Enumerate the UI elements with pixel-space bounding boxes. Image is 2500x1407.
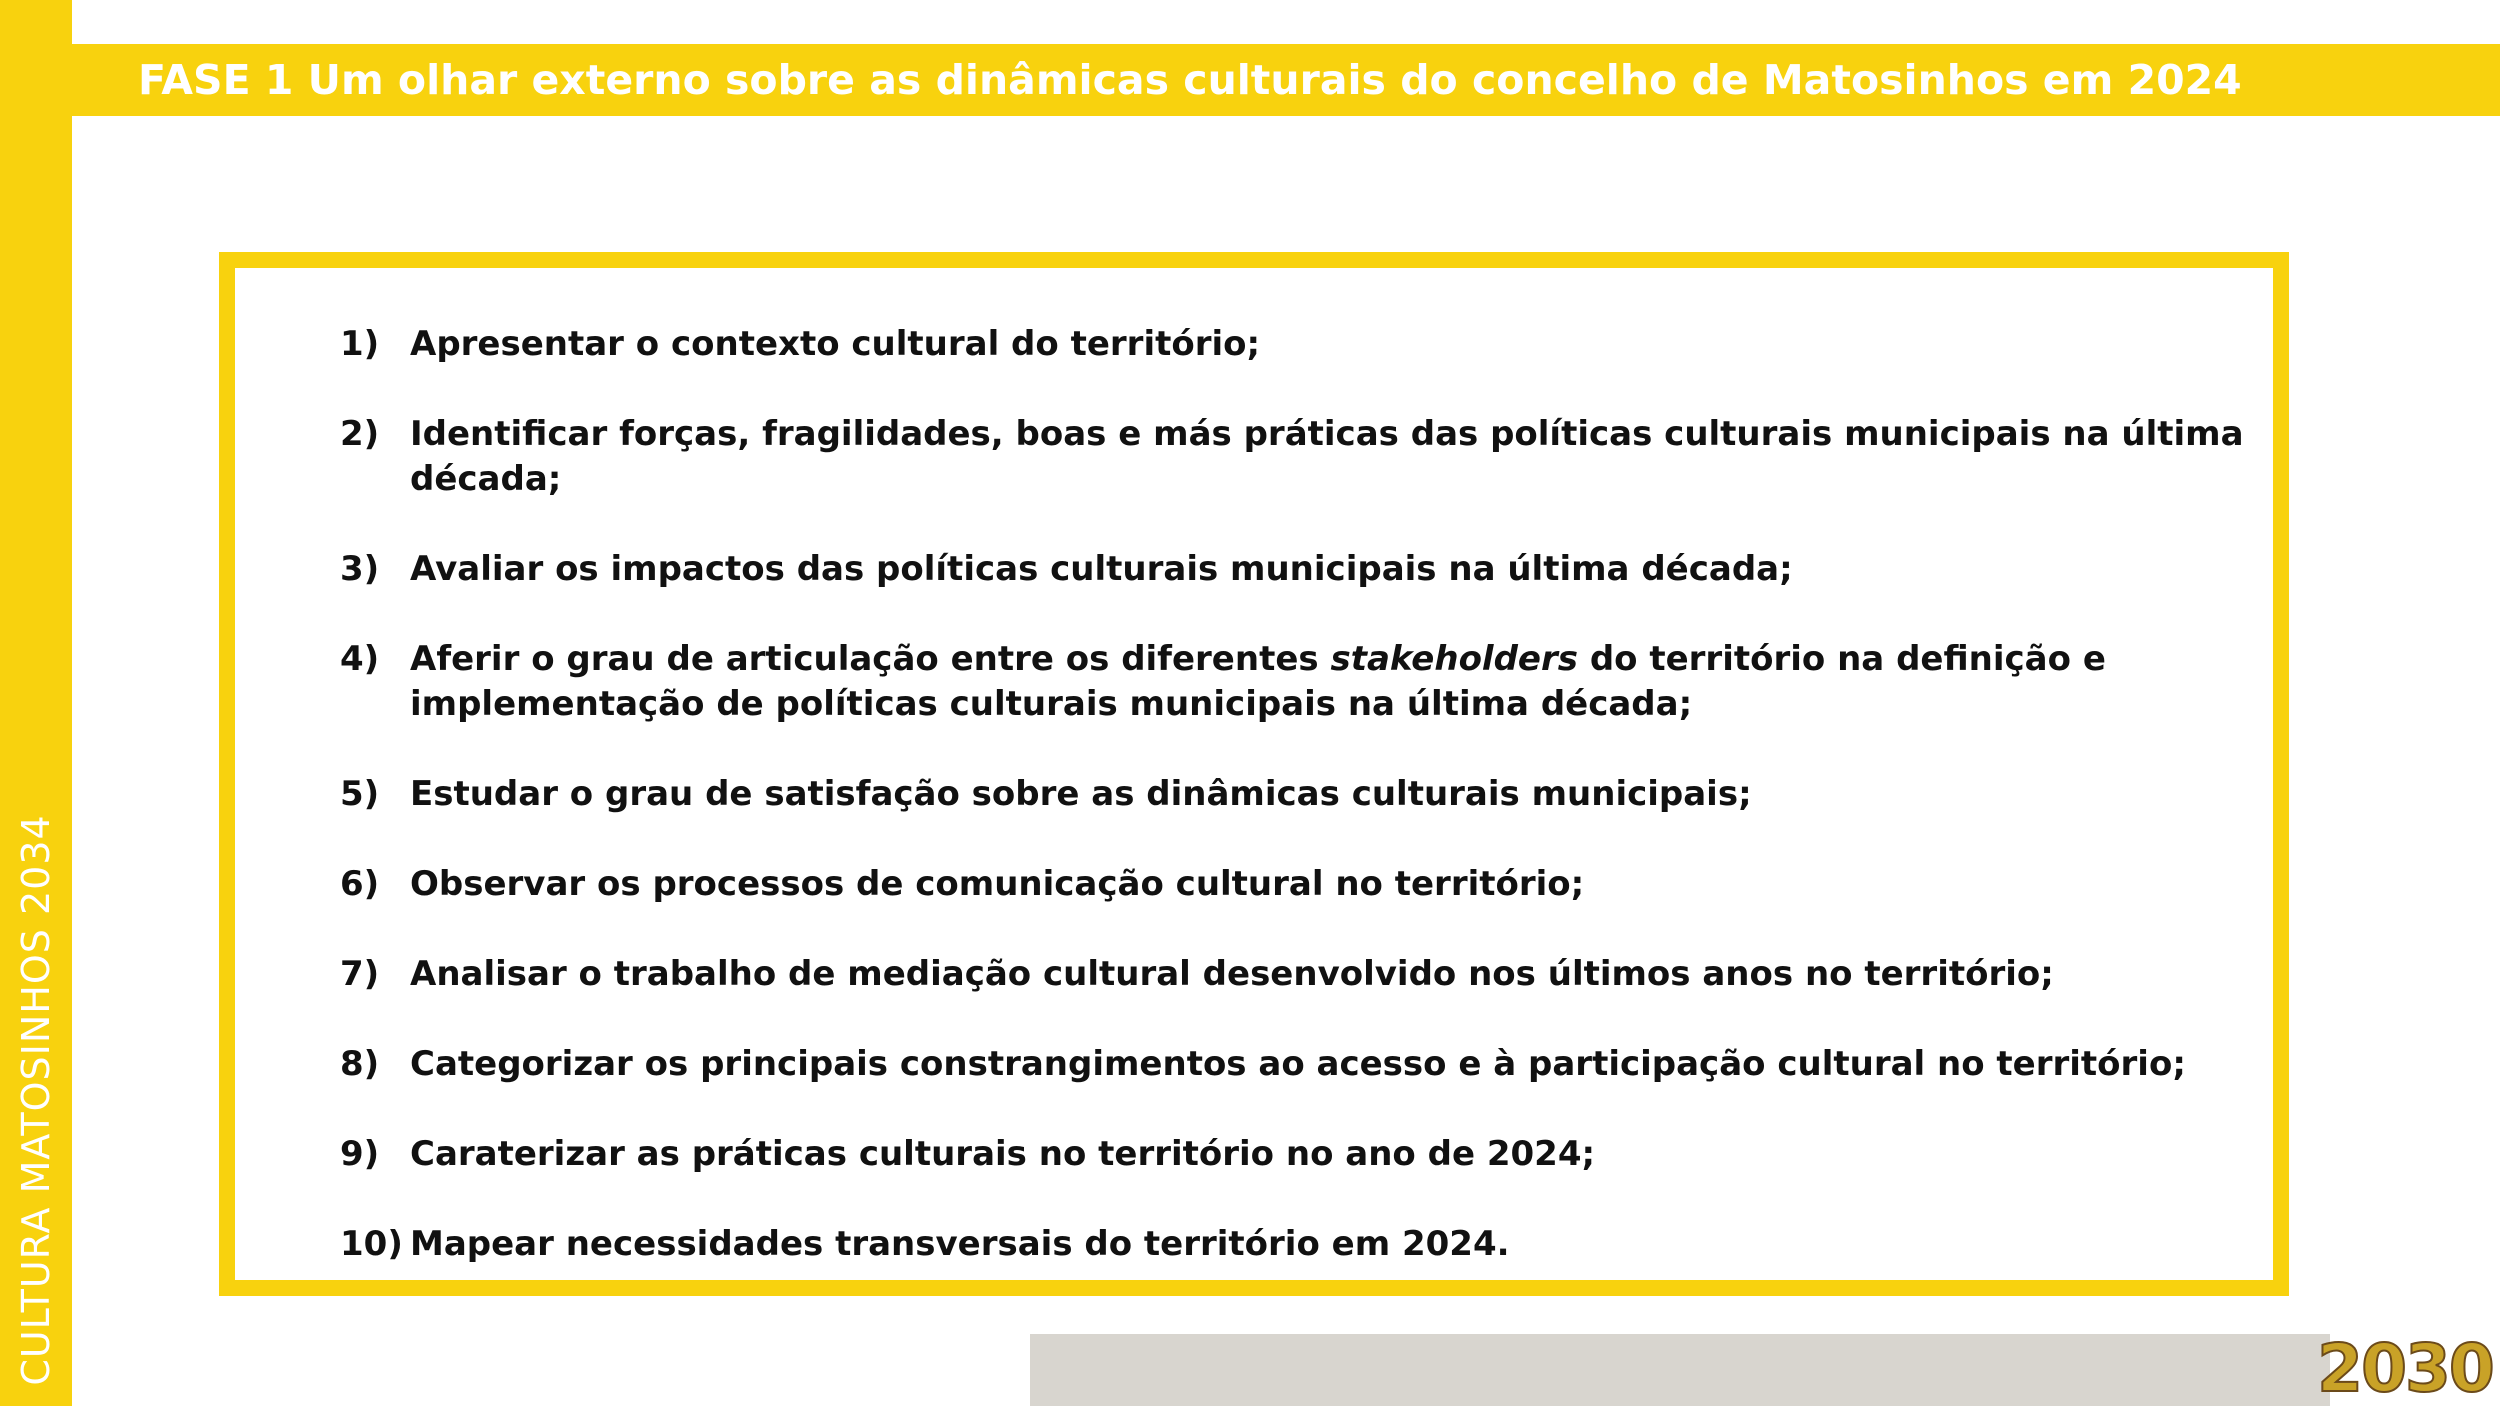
page-title: FASE 1 Um olhar externo sobre as dinâmicas culturais do concelho de Matosinhos em 2024 [138, 56, 2242, 104]
objective-item [340, 862, 2270, 907]
objective-item [340, 772, 2270, 817]
objective-number: 6) [340, 864, 380, 904]
objective-text: Caraterizar as práticas culturais no território no ano de 2024; [410, 1134, 1596, 1174]
side-label: CULTURA MATOSINHOS 2034 [14, 814, 58, 1386]
title-bar [72, 44, 2500, 116]
objective-text: Estudar o grau de satisfação sobre as dinâmicas culturais municipais; [410, 774, 1752, 814]
objective-number: 7) [340, 954, 380, 994]
objective-text-italic: stakeholders [1330, 639, 1578, 679]
objective-number: 9) [340, 1134, 380, 1174]
objective-text: Analisar o trabalho de mediação cultural desenvolvido nos últimos anos no território; [410, 954, 2054, 994]
objectives-list [340, 322, 2270, 1312]
objective-number: 4) [340, 639, 380, 679]
objective-number: 8) [340, 1044, 380, 1084]
logo-2030: 2030 [2317, 1329, 2493, 1407]
side-bar [0, 0, 72, 1406]
objective-text: Mapear necessidades transversais do território em 2024. [410, 1224, 1510, 1264]
objective-text: Observar os processos de comunicação cultural no território; [410, 864, 1585, 904]
footer-bar [1030, 1334, 2330, 1406]
objective-text: Categorizar os principais constrangimentos ao acesso e à participação cultural no território; [410, 1044, 2186, 1084]
objective-item [340, 322, 2270, 367]
objective-item [340, 952, 2270, 997]
objective-text: Avaliar os impactos das políticas culturais municipais na última década; [410, 549, 1793, 589]
objective-number: 5) [340, 774, 380, 814]
objective-number: 1) [340, 324, 380, 364]
objective-number: 2) [340, 414, 380, 454]
objective-item [340, 412, 2270, 502]
objective-number: 10) [340, 1224, 403, 1264]
objective-item [340, 1042, 2270, 1087]
objective-text: Apresentar o contexto cultural do território; [410, 324, 1261, 364]
objective-item [340, 637, 2270, 727]
objective-item [340, 547, 2270, 592]
objective-text-after: do território na definição e implementação de políticas culturais municipais na última década; [410, 639, 2106, 724]
objective-number: 3) [340, 549, 380, 589]
objective-item [340, 1222, 2270, 1267]
objective-text: Identificar forças, fragilidades, boas e más práticas das políticas culturais municipais na última década; [410, 414, 2244, 499]
objective-text-before: Aferir o grau de articulação entre os diferentes [410, 639, 1331, 679]
objective-item [340, 1132, 2270, 1177]
